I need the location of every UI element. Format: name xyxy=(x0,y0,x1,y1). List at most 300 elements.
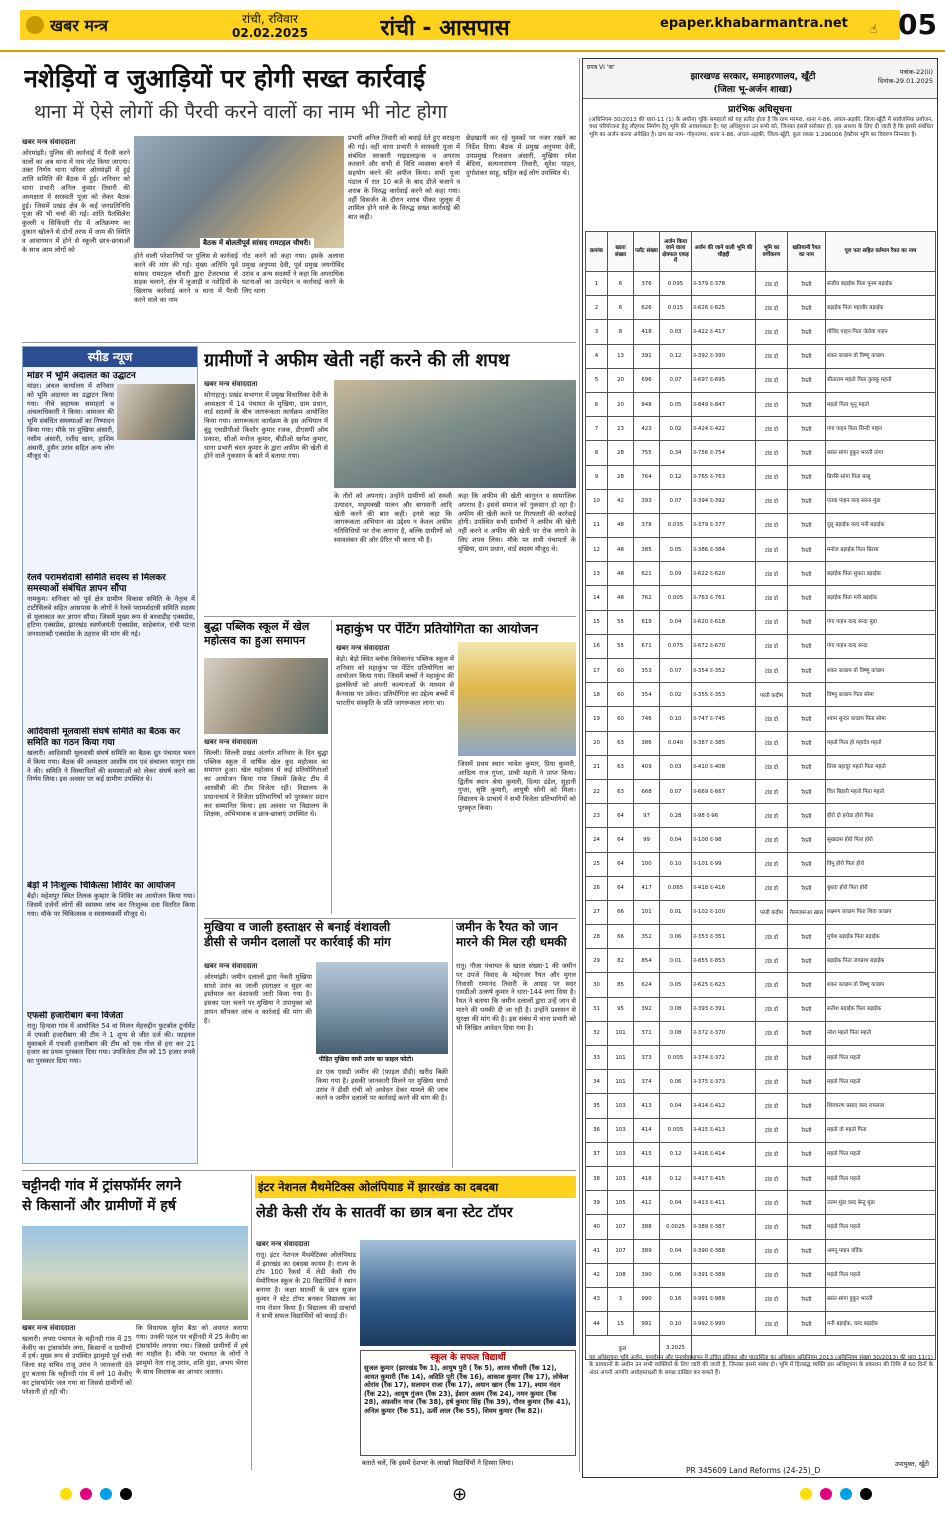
opium-text-1: सोनाहातु। प्रखंड सभागार में प्रमुख विधायिका देवी के अध्यक्षता में 14 पंचायत के मुखिया, ग्राम प्रधान, वार्ड सदस्यों के बीच जागरूकता कार्यक्रम आयोजित किया गया। जागरूकता कार्यक्रम के इस अभियान में बुंडू एसडीपीओ किशोर कुमार रजक, डीएसपी ओम प्रकाश, सीओ मनोज कुमार, बीडीओ खगेश कुमार, थाना प्रभारी चंदन कुमार के द्वारा अफीम की खेती से होने वाले नुकसान के बारे में बताया गया। xyxy=(204,390,328,461)
land-table-cell: 108 xyxy=(608,1263,634,1287)
land-table-cell: रैयती xyxy=(788,489,826,513)
print-registration-strip xyxy=(0,1478,945,1517)
speed-news-box xyxy=(22,346,198,1164)
land-table-cell: 101 xyxy=(608,1070,634,1094)
land-table-row xyxy=(586,441,936,465)
land-table-cell: रैयती xyxy=(788,828,826,852)
land-table-cell: बड़ाईक पिता महावीर बड़ाईक xyxy=(826,296,936,320)
mahakumbh-col-2 xyxy=(458,760,576,914)
land-table-cell: गोविंद पाहन पिता जेटोवा पाहन xyxy=(826,320,936,344)
land-table-cell: 30 xyxy=(586,973,608,997)
land-table-cell: टांड दो xyxy=(756,1215,788,1239)
chatti-text-1: खलारी। लपरा पंचायत के चट्टीनदी गांव में 25 केवीए का ट्रांसफॉर्मर लगा, किसानों व ग्रामीणों में हर्ष। मुख्य रूप से उपस्थित झामुमो पूर्व रांची जिला सह सचिव राजू उरांव ने जानकारी देते हुए बताया कि चट्टीनदी गांव में लगे 10 केवीए का ट्रांसफॉर्मर जल गया था जिससे ग्रामीणों को परेशानी हो रही थी। xyxy=(22,1334,132,1396)
land-table-cell: उ-416 द-414 xyxy=(692,1142,756,1166)
land-table-cell: 353 xyxy=(634,659,660,683)
land-table-cell: टांड दो xyxy=(756,513,788,537)
divider xyxy=(22,1170,576,1171)
land-table-cell: टांड दो xyxy=(756,779,788,803)
land-table-cell: टांड दो xyxy=(756,707,788,731)
lead-text-3: नोट करने को कहा गया। इसके अलावा प्रमुख अनुपमा देवी, पूर्व प्रमुख जयगोविंद उरांव व अन्य सदस्यों ने कहा कि अपराधिक घटनाओं का उदभेदन व कार्रवाई करने के लिए थाना xyxy=(242,252,344,296)
land-table-cell: 25 xyxy=(586,852,608,876)
land-table-cell: 3 xyxy=(608,1287,634,1311)
land-table-cell: 0.065 xyxy=(660,876,692,900)
land-table-row xyxy=(586,973,936,997)
land-table-cell: श्याम सुन्दर कच्छप पिता सोमा xyxy=(826,707,936,731)
land-table-cell: एतवा पाहन वल्द सरना मुंडा xyxy=(826,489,936,513)
land-table-cell: रैयती xyxy=(788,1215,826,1239)
notice-memo xyxy=(878,67,933,85)
land-table-cell: रैयती xyxy=(788,876,826,900)
land-table-body xyxy=(586,272,936,1360)
lead-col-4 xyxy=(348,134,460,338)
land-table-cell: 0.04 xyxy=(660,1191,692,1215)
land-table-cell: चित बिहारी महतो पिता महतो xyxy=(826,779,936,803)
land-table-cell: 64 xyxy=(608,876,634,900)
land-table-cell: 414 xyxy=(634,1118,660,1142)
land-table-cell: टांड दो xyxy=(756,659,788,683)
land-table-cell: दुलु बड़ाईक वल्द मनी बड़ाईक xyxy=(826,513,936,537)
land-table-cell: 27 xyxy=(586,900,608,924)
land-table-cell: लक्ष्मण कच्छप पिता शिवा कच्छप xyxy=(826,900,936,924)
land-table-cell: टांड दो xyxy=(756,392,788,416)
land-table-cell: 101 xyxy=(634,900,660,924)
buddha-headline xyxy=(204,620,328,654)
land-table-cell: 48 xyxy=(608,586,634,610)
land-table-cell: 107 xyxy=(608,1239,634,1263)
land-table-cell: रैयती xyxy=(788,417,826,441)
land-table-cell: टांड दो xyxy=(756,1191,788,1215)
olympiad-byline: खबर मन्त्र संवाददाता xyxy=(256,1240,310,1248)
land-table-cell: 31 xyxy=(586,997,608,1021)
lead-subheadline: थाना में ऐसे लोगों की पैरवी करने वालों का नाम भी नोट होगा xyxy=(34,101,448,123)
land-table-row xyxy=(586,562,936,586)
chatti-headline xyxy=(22,1176,248,1222)
land-table-cell: टांड दो xyxy=(756,1021,788,1045)
land-table-row xyxy=(586,949,936,973)
land-table-cell: 390 xyxy=(634,1263,660,1287)
land-table-cell: 11 xyxy=(586,513,608,537)
land-table-cell: 0.005 xyxy=(660,1118,692,1142)
chatti-col-1 xyxy=(22,1324,132,1470)
land-table-cell: उ-626 द-625 xyxy=(692,296,756,320)
notice-pr-number: PR 345609 Land Reforms (24-25)_D xyxy=(686,1466,821,1475)
land-table-cell: 0.09 xyxy=(660,562,692,586)
divider xyxy=(204,616,576,617)
land-table-cell: 95 xyxy=(608,997,634,1021)
land-table-cell: 63 xyxy=(608,755,634,779)
land-table-cell: 0.05 xyxy=(660,392,692,416)
land-table-cell: 64 xyxy=(608,804,634,828)
land-table-row xyxy=(586,804,936,828)
land-table-cell: टांड दो xyxy=(756,634,788,658)
land-table-cell: रैयती xyxy=(788,1166,826,1190)
opium-text-2: के तौरों को अपनाएं। उन्होंने ग्रामीणों को सब्जी उत्पादन, मधुमक्खी पालन और बागवानी आदि खेती करने की बात कही। इनसे कहा कि जागरूकता अभियान का उद्देश्य न केवल अफीम गतिविधियों पर रोक लगाना है, बल्कि ग्रामीणों को स्वावलंबन की ओर प्रेरित भी करना भी है। xyxy=(334,492,452,544)
land-table-cell: 0.34 xyxy=(660,441,692,465)
land-table-cell: रैयती xyxy=(788,683,826,707)
land-table-cell: 64 xyxy=(608,852,634,876)
notice-footer-text: यह अधिसूचना भूमि अर्जन, पुनर्वासन और पुनर्व्यवस्थापन में उचित प्रतिकर और पारदर्शिता का अधिकार अधिनियम 2013 (अधिनियम संख्या 30/2013) की धारा 11(1) के प्रावधानों के अधीन उन सभी व्यक्तियों के लिए जारी की जाती है, जिनका इससे संबंध हो। भूमि में हितबद्ध व्यक्ति इस अधिसूचना के प्रकाशन की तिथि से 60 दिनों के अंदर अपनी आपत्ति अधोहस्ताक्षरी के समक्ष दाखिल कर सकते हैं। xyxy=(589,1355,933,1376)
land-table-cell: 15 xyxy=(608,1312,634,1336)
divider xyxy=(22,342,576,343)
land-table-cell: 0.07 xyxy=(660,779,692,803)
notice-form-no: प्रपत्र VI 'क' xyxy=(587,64,615,71)
land-table-row xyxy=(586,1239,936,1263)
land-table-cell: 755 xyxy=(634,441,660,465)
land-table-cell: उ-379 द-377 xyxy=(692,513,756,537)
divider xyxy=(204,918,576,919)
notice-signature: उपायुक्त, खूँटी xyxy=(894,1460,929,1468)
land-table-cell: 0.035 xyxy=(660,513,692,537)
speed-item-4-headline: बेड़ो में निःशुल्क चिकित्सा शिविर का आयोजन xyxy=(27,881,176,891)
speed-item-4-text: बेड़ो। महेशपुर स्थित तिलक कुम्हार के शिविर का आयोजन किया गया। जिसमें दर्जनों लोगों की स्वास्थ्य जांच कर निःशुल्क दवा वितरित किया गया। मौके पर चिकित्सक व स्वास्थ्यकर्मी मौजूद थे। xyxy=(27,892,195,918)
land-table-cell: 85 xyxy=(608,973,634,997)
land-table-row xyxy=(586,1191,936,1215)
olympiad-headline-1: इंटर नेशनल मैथमेटिक्स ओलंपियाड में झारखंड का दबदबा xyxy=(258,1180,499,1194)
land-table-cell: बिरसि सांगा पिता बासु xyxy=(826,465,936,489)
lead-text-1: ओरमांझी। पुलिस की कार्रवाई में पैरवी करने वालों का अब थाना में नाम नोट किया जाएगा। उक्त निर्णय थाना परिसर ओरमांझी में हुई शांति समिति की बैठक में हुई। शनिवार को थाना प्रभारी अनिल कुमार तिवारी की अध्यक्षता में सरस्वती पूजा को लेकर बैठक हुई। जिसमें प्रखंड क्षेत्र के कई जनप्रतिनिधि पूजा की भी चर्चा की गई। शांति पैतसिलेरा कुल्ली व सिकिंदरी रोड में अतिक्रमण का दुकान खोलने से दोनों तरफ में जाम की स्थिति व आवागमन में होने से स्कूली छात्र-छात्राओं के साथ आम लोगों को xyxy=(22,148,130,254)
land-table-row xyxy=(586,1070,936,1094)
land-table-cell: 0.16 xyxy=(660,1287,692,1311)
land-acquisition-notice xyxy=(582,58,938,1478)
speed-item-5-text: रातू। हिन्दवा गांव में आयोजित 54 वां मिलन मेहरुद्दीन फुटबॉल टूर्नामेंट में एफसी हजारीबाग की टीम ने 1 शून्य से जीत दर्ज की। फाइनल मुकाबले में एफसी हजारीबाग की टीम को एक गोल से हरा कर 21 हजार का प्रथम पुरस्कार दिया गया। उपविजेता टीम को 15 हजार रुपये का पुरस्कार दिया गया। xyxy=(27,1022,195,1066)
land-table-cell: 417 xyxy=(634,876,660,900)
land-table-row xyxy=(586,272,936,296)
brand-name: खबर मन्त्र xyxy=(50,16,108,35)
land-table-cell: 20 xyxy=(608,392,634,416)
land-table-cell: 5 xyxy=(586,368,608,392)
registration-dot-icon xyxy=(80,1488,92,1500)
mukhiya-col-1 xyxy=(204,962,312,1168)
land-table-cell: 0.10 xyxy=(660,1312,692,1336)
land-table-cell: 48 xyxy=(608,562,634,586)
land-table-cell: रैयती xyxy=(788,562,826,586)
land-table-cell: 0.04 xyxy=(660,610,692,634)
land-table-row xyxy=(586,1287,936,1311)
land-table-cell: 43 xyxy=(586,1287,608,1311)
land-table-cell: 97 xyxy=(634,804,660,828)
land-table-cell: 418 xyxy=(634,320,660,344)
land-table-column-header: प्लॉट संख्या xyxy=(634,232,660,272)
land-table-cell: 415 xyxy=(634,1142,660,1166)
land-table-row xyxy=(586,828,936,852)
land-table-cell: टांड दो xyxy=(756,441,788,465)
land-table-cell: 14 xyxy=(586,586,608,610)
land-table-cell: 0.28 xyxy=(660,804,692,828)
land-table-cell: 105 xyxy=(608,1191,634,1215)
olympiad-col xyxy=(256,1240,356,1456)
land-table-cell: टांड दो xyxy=(756,828,788,852)
land-table-header xyxy=(586,232,936,272)
raiyat-headline-2: मारने की मिल रही धमकी xyxy=(456,935,567,949)
lead-col-1 xyxy=(22,138,130,338)
land-table-cell: टांड दो xyxy=(756,320,788,344)
land-table-cell: 376 xyxy=(634,272,660,296)
land-table-cell: टांड दो xyxy=(756,755,788,779)
land-table-cell: 26 xyxy=(586,876,608,900)
land-table-cell: बसंत सांगा हुकुर भारती तांगा xyxy=(826,441,936,465)
land-table-cell: 33 xyxy=(586,1046,608,1070)
opium-col-3 xyxy=(458,492,576,612)
land-table-cell: रैयती xyxy=(788,634,826,658)
land-table-cell: 619 xyxy=(634,610,660,634)
land-table-cell: रैयती xyxy=(788,272,826,296)
land-table-cell: टांड दो xyxy=(756,610,788,634)
mukhiya-col-2 xyxy=(316,1068,448,1168)
speed-item-3-headline: आदिवासी मूलवासी संघर्ष समिति का बैठक कर समिति का गठन किया गया xyxy=(27,727,181,748)
land-table-cell: 0.040 xyxy=(660,731,692,755)
land-table-cell: 378 xyxy=(634,513,660,537)
land-table-cell: उ-354 द-352 xyxy=(692,659,756,683)
opium-col-2 xyxy=(334,492,452,612)
land-table-cell: 22 xyxy=(586,779,608,803)
land-table-column-header: क्रमांक xyxy=(586,232,608,272)
land-table-cell: 101 xyxy=(608,1046,634,1070)
land-table-cell: उ-372 द-370 xyxy=(692,1021,756,1045)
land-table-row xyxy=(586,1312,936,1336)
land-table-cell: 107 xyxy=(608,1215,634,1239)
mukhiya-photo-caption: पीड़ित मुखिया वासी उरांव का फ़ाइल फोटो। xyxy=(316,1054,448,1064)
land-table-cell: रैयती xyxy=(788,610,826,634)
land-table-cell: तिला बहादुर महतो पिता महतो xyxy=(826,755,936,779)
land-table-cell: 60 xyxy=(608,707,634,731)
dateline xyxy=(215,12,325,40)
land-table-cell: रैयती xyxy=(788,1046,826,1070)
divider xyxy=(331,620,332,914)
land-table-cell: 371 xyxy=(634,1021,660,1045)
land-table-cell: 373 xyxy=(634,1046,660,1070)
land-table-row xyxy=(586,1263,936,1287)
land-table-cell: 9 xyxy=(586,465,608,489)
land-table-cell: 100 xyxy=(634,852,660,876)
land-table-cell: रैयती xyxy=(788,441,826,465)
land-table-cell: शिवचरण प्रसाद वल्द रामलाल xyxy=(826,1094,936,1118)
olympiad-footer-note: बताते चलें, कि इसमें देशभर के लाखों विद्यार्थियों ने हिस्सा लिया। xyxy=(362,1459,514,1467)
chatti-byline: खबर मन्त्र संवाददाता xyxy=(22,1324,76,1332)
land-table-cell: 39 xyxy=(586,1191,608,1215)
land-table-cell: सतीश बड़ाईक पिता बड़ाईक xyxy=(826,997,936,1021)
land-table-cell: मनी बड़ाईक, वल्द बड़ाईक xyxy=(826,1312,936,1336)
land-table-cell: रैयती xyxy=(788,852,826,876)
land-table-cell: बड़ाईक पिता मनी बड़ाईक xyxy=(826,586,936,610)
land-table-cell: 0.02 xyxy=(660,683,692,707)
edition-title: रांची - आसपास xyxy=(380,16,510,41)
lead-text-5: छेड़खानी कर रहे युवकों पर नजर रखने का निर्देश दिया। बैठक में प्रमुख अनुपमा देवी, उपप्रमुख रिजवान अंसारी, मुखिया रमेश बेदिया, सत्यनारायण तिवारी, सुरेश पाहन, दुर्गाशंकर साहू, सहित कई लोग उपस्थित थे। xyxy=(466,134,576,178)
land-table-cell: रैयती xyxy=(788,755,826,779)
land-table-cell: उ-393 द-391 xyxy=(692,997,756,1021)
land-table-cell: 0.005 xyxy=(660,586,692,610)
speed-item-2 xyxy=(27,573,195,723)
land-table-cell: उ-849 द-847 xyxy=(692,392,756,416)
olympiad-group-photo xyxy=(360,1240,576,1346)
land-table-cell: उ-379 द-378 xyxy=(692,272,756,296)
speed-item-3 xyxy=(27,727,195,877)
land-table-cell: विनु होरो पिता होरो xyxy=(826,852,936,876)
land-table-cell: टांड दो xyxy=(756,465,788,489)
land-table-cell: टांड दो xyxy=(756,1312,788,1336)
speed-item-2-text: नामकुम। शनिवार को पूर्व क्षेत्र ग्रामीण विकास समिति के नेतृत्व में टाटीसिलवे सहित आसपास के लोगों ने रेलवे परामर्शदात्री समिति सदस्य से मुलाकात कर ज्ञापन सौंपा। जिसमें मुख्य रूप से बरवाडीह एक्सप्रेस, हटिया एक्सप्रेस, झारखंड स्वर्णजयंती एक्सप्रेस, साहेबगंज, रांची पटना जनशताब्दी एक्सप्रेस के ठहराव की मांग की गई। xyxy=(27,595,195,639)
registration-dot-icon xyxy=(120,1488,132,1500)
speed-item-3-text: खलारी। आदिवासी मूलवासी संघर्ष समिति का बैठक दूत पंचायत भवन में किया गया। बैठक की अध्यक्षता आशीष राम एवं संचालन फागुन राम ने की। समिति ने विस्थापितों की समस्याओं को लेकर संघर्ष करने का निर्णय लिया। इस अवसर पर कई ग्रामीण उपस्थित थे। xyxy=(27,749,195,784)
land-table-total-label: कुल xyxy=(586,1336,660,1360)
land-table-cell: 66 xyxy=(608,900,634,924)
buddha-col xyxy=(204,738,328,914)
land-table-cell: 0.08 xyxy=(660,997,692,1021)
notice-gov-title xyxy=(653,69,853,95)
land-table-cell: रैयती xyxy=(788,949,826,973)
land-table-cell: 6 xyxy=(586,392,608,416)
land-table-cell: बसंत सांगा हुकुर भारती xyxy=(826,1287,936,1311)
mukhiya-portrait-photo xyxy=(316,962,448,1062)
land-table-cell: 23 xyxy=(608,417,634,441)
land-table-cell: 103 xyxy=(608,1118,634,1142)
land-table-cell: 990 xyxy=(634,1287,660,1311)
land-table-cell: 16 xyxy=(586,634,608,658)
speed-item-1-photo xyxy=(117,384,195,440)
opium-photo xyxy=(334,380,576,488)
raiyat-text: रातू। नौजा पंचायत के खाता संख्या-1 की जमीन पर उपजे विवाद के मद्देनजर रैयत और मुगल निवासी रामानंद तिवारी के आग्रह पर सदर एसडीओ उत्कर्ष कुमार ने धारा-144 लगा दिया है। रैयत ने बताया कि जमीन दलालों द्वारा उन्हें जान से मारने की धमकी दी जा रही है। उन्होंने प्रशासन से सुरक्षा की मांग की है। इस संबंध में थाना प्रभारी को भी लिखित आवेदन दिया गया है। xyxy=(456,962,576,1032)
lead-text-2: होने वाली परेशानियों पर पुलिस से कार्रवाई करने की मांग की गई। मुख्य अतिथि पूर्व सांसद रामटहल चौधरी द्वारा टेंजरभास से सड़क चलाने, क्षेत्र में जुआड़ी व नशेड़ियों के खिलाफ कार्रवाई करने व थाना में पैरवी करने वाले का नाम xyxy=(134,252,238,304)
land-table-cell: रैयती xyxy=(788,320,826,344)
land-table-cell: 0.12 xyxy=(660,465,692,489)
land-table-cell: 4 xyxy=(586,344,608,368)
land-table-cell: महतो पिता भुनू महतो xyxy=(826,392,936,416)
land-table-cell: 18 xyxy=(586,683,608,707)
land-table-cell: रैयती xyxy=(788,586,826,610)
land-table-row xyxy=(586,368,936,392)
land-table-cell: परती कदीम xyxy=(756,683,788,707)
land-table-cell: 354 xyxy=(634,683,660,707)
land-table-cell: नरेश महतो पिता महतो xyxy=(826,1021,936,1045)
land-table-cell: शंकर कच्छप वो विष्णु कच्छप xyxy=(826,659,936,683)
land-table-cell: 1 xyxy=(586,272,608,296)
land-table-cell: उत्तम मुंडा वल्द बेन्तु मुंडा xyxy=(826,1191,936,1215)
land-table-cell: उ-100 द-98 xyxy=(692,828,756,852)
land-table-cell: परती कदीम xyxy=(756,900,788,924)
land-table-cell: रैयती xyxy=(788,1312,826,1336)
land-table-cell: 23 xyxy=(586,804,608,828)
land-table-cell: 0.07 xyxy=(660,368,692,392)
land-table-cell: टांड दो xyxy=(756,368,788,392)
mahakumbh-text-1: बेड़ो। बेड़ो स्थित ब्लॉक विवेकानंद पब्लिक स्कूल में शनिवार को महाकुंभ पर पेंटिंग प्रतियोगिता का आयोजन किया गया। जिसमें बच्चों ने महाकुंभ की झलकियों को अपनी कल्पनाओं के माध्यम से कैनवास पर उकेरा। प्रतियोगिता का उद्देश्य बच्चों में भारतीय संस्कृति के प्रति जागरूकता लाना था। xyxy=(336,654,454,707)
land-table-cell: विष्णु कच्छप पिता सोमा xyxy=(826,683,936,707)
speed-item-4 xyxy=(27,881,195,1007)
mahakumbh-text-2: जिसमें प्रथम स्थान भावेश कुमार, प्रिया कुमारी, आदित्य राज गुप्ता, प्राची महतो ने प्राप्त किया। द्वितीय स्थान श्रेया कुमारी, दिव्या डंडेल, सुहानी गुप्ता, सृष्टि कुमारी, आयुषी सोनी को मिला। विद्यालय के प्राचार्य ने सभी विजेता प्रतिभागियों को पुरस्कृत किया। xyxy=(458,760,576,812)
land-table-cell: गैरमजरूआ खास xyxy=(788,900,826,924)
land-table-cell: मनोज बड़ाईक पिता बिरसा xyxy=(826,538,936,562)
land-table-cell: 624 xyxy=(634,973,660,997)
registration-dot-icon xyxy=(800,1488,812,1500)
page-header xyxy=(0,0,945,52)
speed-news-title: स्पीड न्यूज xyxy=(23,347,197,367)
land-table-cell: 2 xyxy=(586,296,608,320)
land-table-cell: उ-992 द-990 xyxy=(692,1312,756,1336)
land-table-cell: 0.03 xyxy=(660,320,692,344)
land-table-cell: 393 xyxy=(634,489,660,513)
land-table-cell: उ-991 द-989 xyxy=(692,1287,756,1311)
land-table-cell: 0.06 xyxy=(660,1070,692,1094)
land-table-cell: 10 xyxy=(586,489,608,513)
land-table-cell: 0.08 xyxy=(660,1021,692,1045)
land-table-cell: 35 xyxy=(586,1094,608,1118)
land-table-cell: टांड दो xyxy=(756,1118,788,1142)
land-table-cell: उ-620 द-618 xyxy=(692,610,756,634)
land-table-cell: 28 xyxy=(608,441,634,465)
land-table-cell: उ-387 द-385 xyxy=(692,731,756,755)
land-table-cell: टांड दो xyxy=(756,1287,788,1311)
land-table-cell: 36 xyxy=(586,1118,608,1142)
land-table-cell: उ-424 द-422 xyxy=(692,417,756,441)
land-table-cell: 0.04 xyxy=(660,1094,692,1118)
land-table-row xyxy=(586,779,936,803)
land-table-cell: 991 xyxy=(634,1312,660,1336)
land-table-cell: 15 xyxy=(586,610,608,634)
opium-text-3: कहा कि अफीम की खेती कानूनन व सामाजिक अपराध है। इससे समाज को नुकसान हो रहा है। अफीम की खेती करने पर गिरफ्तारी की कार्रवाई होगी। उपस्थित सभी ग्रामीणों ने अफीम की खेती नहीं करने व अफीम की खेती पर रोक लगाने के लिए शपथ लिया। मौके पर सभी पंचायतों के मुखिया, ग्राम प्रधान, वार्ड सदस्य मौजूद थे। xyxy=(458,492,576,553)
land-table-cell: 3 xyxy=(586,320,608,344)
land-table-row xyxy=(586,1142,936,1166)
land-table-cell: 409 xyxy=(634,755,660,779)
land-table-cell: 60 xyxy=(608,683,634,707)
land-table-cell: 626 xyxy=(634,296,660,320)
notice-gov-line-1: झारखण्ड सरकार, समाहरणालय, खूँटी xyxy=(690,72,816,82)
land-table-cell: उ-756 द-754 xyxy=(692,441,756,465)
land-table-cell: रैयती xyxy=(788,925,826,949)
land-table-cell: उ-417 द-415 xyxy=(692,1166,756,1190)
raiyat-col xyxy=(456,962,576,1168)
land-table-cell: रैयती xyxy=(788,392,826,416)
land-table-cell: 392 xyxy=(634,997,660,1021)
land-table-cell: 63 xyxy=(608,779,634,803)
land-table-cell: सीताराम महतो पिता कुक्कू महतो xyxy=(826,368,936,392)
website-link[interactable]: epaper.khabarmantra.net xyxy=(660,16,848,31)
land-table-cell: 20 xyxy=(586,731,608,755)
land-table-row xyxy=(586,1215,936,1239)
land-table-cell: टांड दो xyxy=(756,1046,788,1070)
land-table-cell: टांड दो xyxy=(756,538,788,562)
olympiad-toppers-list: सुजल कुमार (झारखंड रैंक 1), आयुष पुरी ( रैंक 5), आरव चौधरी (रैंक 12), आयत कुमारी (रैंक 14), अदिति पूरी (रैंक 16), आकाश कुमार (रैंक 17), लोकेश ओरांव (रैंक 17), सलमान राजा (रैंक 17), अयान खान (रैंक 17), श्याम नंदन (रैंक 22), आयुष गुंजन (रैंक 23), ईशान अलम (रैंक 24), नमन कुमार (रैंक 28), अफ़सीन नाज (रैंक 38), हर्ष कुमार सिंह (रैंक 39), गौरव कुमार (रैंक 41), अनिल कुमार (रैंक 51), ऊर्वी लाल (रैंक 55), शिवम कुमार (रैंक 82)। xyxy=(364,1364,571,1415)
land-table-cell: टांड दो xyxy=(756,1239,788,1263)
land-table-cell: उ-410 द-408 xyxy=(692,755,756,779)
land-table-column-header: खतियानी रैयत का नाम xyxy=(788,232,826,272)
land-table-cell: 21 xyxy=(586,755,608,779)
notice-memo-no: पत्रांक-22(ii) xyxy=(899,68,933,76)
land-table-cell: उ-414 द-412 xyxy=(692,1094,756,1118)
land-table-cell: उ-391 द-389 xyxy=(692,1263,756,1287)
brand-logo-icon xyxy=(26,16,44,34)
land-table-cell: शंकर कच्छप वो विष्णु कच्छप xyxy=(826,344,936,368)
land-table-row xyxy=(586,344,936,368)
land-table-cell: रैयती xyxy=(788,973,826,997)
land-table-row xyxy=(586,513,936,537)
land-table-cell: टांड दो xyxy=(756,344,788,368)
chatti-col-2 xyxy=(136,1324,248,1470)
land-table-row xyxy=(586,1118,936,1142)
mahakumbh-byline: खबर मन्त्र संवाददाता xyxy=(336,644,390,652)
registration-dot-icon xyxy=(60,1488,72,1500)
land-table-cell: 28 xyxy=(586,925,608,949)
land-table-cell: 0.07 xyxy=(660,489,692,513)
land-table-cell: 0.005 xyxy=(660,1046,692,1070)
land-table-cell: उ-625 द-623 xyxy=(692,973,756,997)
notice-memo-date: दिनांक-29.01.2025 xyxy=(878,77,933,85)
land-table-row xyxy=(586,417,936,441)
land-table-row xyxy=(586,1046,936,1070)
land-table-row xyxy=(586,392,936,416)
land-table-cell: 41 xyxy=(586,1239,608,1263)
land-table-cell: उ-386 द-384 xyxy=(692,538,756,562)
opium-byline: खबर मन्त्र संवाददाता xyxy=(204,380,258,388)
land-table-cell: 0.02 xyxy=(660,417,692,441)
land-table-cell: अमनु पाहन वर्दिक xyxy=(826,1239,936,1263)
